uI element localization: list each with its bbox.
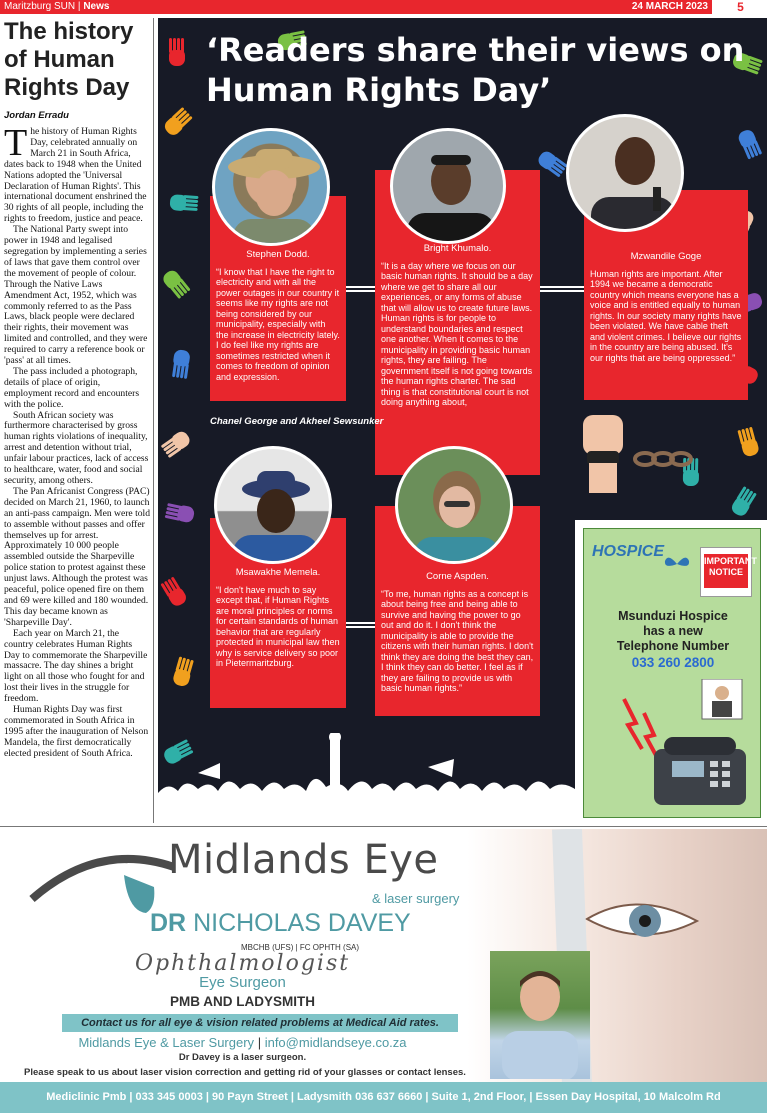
raised-fist-icon [573,403,703,493]
person-name: Msawakhe Memela. [235,567,321,578]
connector-line [540,290,584,292]
ophthalmologist-title: Ophthalmologist [135,951,351,976]
hand-icon [158,573,194,612]
person-quote: “I know that I have the right to electricity and with all the power outages in our country it seems like my rights are not being considered by our municipality, especially with the increase in electricity lately. I do feel like my rights are sometimes restricted when it comes to freedom of opinion and expression. [216,266,340,382]
laser-info: Please speak to us about laser vision correction and getting rid of your glasses or contact lenses. [24,1067,466,1078]
connector-line [540,286,584,288]
section-divider [0,826,767,827]
important-notice-badge [700,547,757,597]
address-bar: Mediclinic Pmb | 033 345 0003 | 90 Payn Street | Ladysmith 036 637 6660 | Suite 1, 2nd Floor, | Essen Day Hospital, 10 Malcolm Rd [0,1082,767,1113]
photo-mzwandile-goge [566,114,684,232]
masthead [0,0,767,16]
hospice-ad-panel [583,528,761,818]
person-name: Corne Aspden. [426,571,489,582]
hand-icon [166,346,196,379]
practice-contact: Midlands Eye & Laser Surgery | info@midlandseye.co.za [78,1035,407,1050]
crowd-silhouette [158,733,578,823]
article-paragraph: Each year on March 21, the country celebrates Human Rights Day to commemorate the Sharpeville massacre. The day shines a bright light on all those who fought for and lost their lives in the struggle for freedom. [4,627,148,705]
page-number: 5 [737,0,744,14]
connector-line [345,626,375,628]
person-name: Mzwandile Goge [630,251,702,262]
doctor-photo [490,951,590,1079]
locations: PMB AND LADYSMITH [170,994,315,1009]
person-name: Stephen Dodd. [246,249,310,260]
history-article [4,18,150,823]
article-paragraph: The history of Human Rights Day, celebrated annually on March 21 in South Africa, dates back to 1948 when the United Nations adopted the 'Universal Declaration of Human Rights'. This international document enshrined the 30 rights of all people, including the rights to freedom, justice and peace. [4,122,147,225]
hospice-phone: 033 260 2800 [631,655,715,670]
poster-title: ‘Readers share their views on Human Rights Day’ [206,31,745,109]
hand-icon [164,38,190,68]
hand-icon [724,483,762,522]
butterfly-icon [664,555,690,573]
doctor-qualifications: MBCHB (UFS) | FC OPHTH (SA) [240,943,360,952]
section-name: News [83,1,110,12]
column-divider [153,18,154,823]
masthead-separator: | [77,1,81,12]
hand-icon [166,655,199,691]
photo-bright-khumalo [390,128,506,244]
masthead-bar [0,0,712,14]
brand-name: Midlands Eye [168,837,439,883]
hand-icon [731,124,767,162]
hospice-message: Msunduzi Hospice has a new Telephone Number [616,609,730,653]
hand-icon [167,189,199,217]
drop-cap: T [4,122,28,164]
brand-subtitle: & laser surgery [372,891,460,906]
hand-icon [158,424,197,463]
article-paragraph: South African society was furthermore characterised by gross human rights violations of inequality, arrest and detention without trial, unfair labour practices, lack of access to healthcare, water, food and social security, among others. [4,409,149,486]
article-paragraph: The Pan Africanist Congress (PAC) decided on March 21, 1960, to launch an anti-pass campaign. Men were told to assemble without passes and offer themselves up for arrest. Approximately 10 000 people assembled outside the Sharpeville police station to protest against these unjust laws. Although the protest was peaceful, police opened fire on them and 69 were killed and 180 wounded. This day became known as 'Sharpeville Day'. [4,485,150,628]
article-byline: Jordan Erradu [4,110,69,121]
hospice-logo: HOSPICE [592,543,665,560]
telephone-icon [614,679,754,809]
article-paragraph: The pass included a photograph, details of place of origin, employment record and encounters with the police. [4,365,140,410]
photo-corne-aspden [395,446,513,564]
photo-credit: Chanel George and Akheel Sewsunker [210,416,384,427]
person-quote: “I don't have much to say except that, if Human Rights are moral principles or norms for certain standards of human behavior that are regularly protected in municipal law then why is service delivery so poor in Pietermaritzburg. [216,584,340,668]
article-paragraph: Human Rights Day was first commemorated in South Africa in 1995 after the inauguration of Nelson Mandela, the first democratically elected president of South Africa. [4,704,149,759]
issue-date: 24 MARCH 2023 [631,1,708,12]
person-quote: Human rights are important. After 1994 we became a democratic country which means everyone has a voice and is entitled equally to human rights. In our society many rights have been violated. We have cable theft and violent crimes. I believe our rights in the country are being abused. It's our rights that are being oppressed.” [590,268,742,363]
laser-note: Dr Davey is a laser surgeon. [178,1052,307,1063]
person-name: Bright Khumalo. [423,243,492,254]
paper-name: Maritzburg SUN [4,1,76,12]
hand-icon [164,497,199,529]
connector-line [345,622,375,624]
article-title: The history of Human Rights Day [4,18,134,101]
midlands-eye-ad [0,829,767,1113]
email-link[interactable]: info@midlandseye.co.za [264,1035,407,1050]
contact-banner: Contact us for all eye & vision related problems at Medical Aid rates. [62,1014,458,1032]
connector-line [345,290,375,292]
photo-msawakhe-memela [214,446,332,564]
eye-surgeon-title: Eye Surgeon [199,974,286,991]
connector-line [345,286,375,288]
photo-stephen-dodd [212,128,330,246]
person-quote: “It is a day where we focus on our basic human rights. It should be a day where we get to share all our experiences, or any forms of abuse that will allow us to create future laws. Human rights is for people to understand boundaries and respect one another. When it comes to the municipality in providing basic human rights, they are failing. The government itself is not going towards the human rights charter. The sad thing is that constitutional court is not doing anything about, [381,260,533,407]
article-body [4,122,150,760]
hand-icon [158,103,197,142]
hand-icon [158,263,195,303]
notice-label: IMPORTANT NOTICE [704,554,748,588]
hospice-ad [575,520,767,823]
doctor-name: DR NICHOLAS DAVEY [150,909,411,937]
hand-icon [733,425,766,461]
article-paragraph: The National Party swept into power in 1948 and legalised segregation by implementing a series of laws that gave them control over the movement of people of colour. Through the Native Laws Amendment Act, 1952, which was commonly referred to as the Pass Laws, black people were declared their rights, their movement was limited and controlled, and they were required to carry a reference book or 'pass' at all times. [4,224,148,367]
person-quote: “To me, human rights as a concept is about being free and being able to survive and having the power to go out and do it. I don't think the municipality is able to provide the citizens with their human rights. I don't think they are doing the best they can, I think they can do better. I feel as if they are failing to provide us with basic human rights.” [381,588,534,693]
